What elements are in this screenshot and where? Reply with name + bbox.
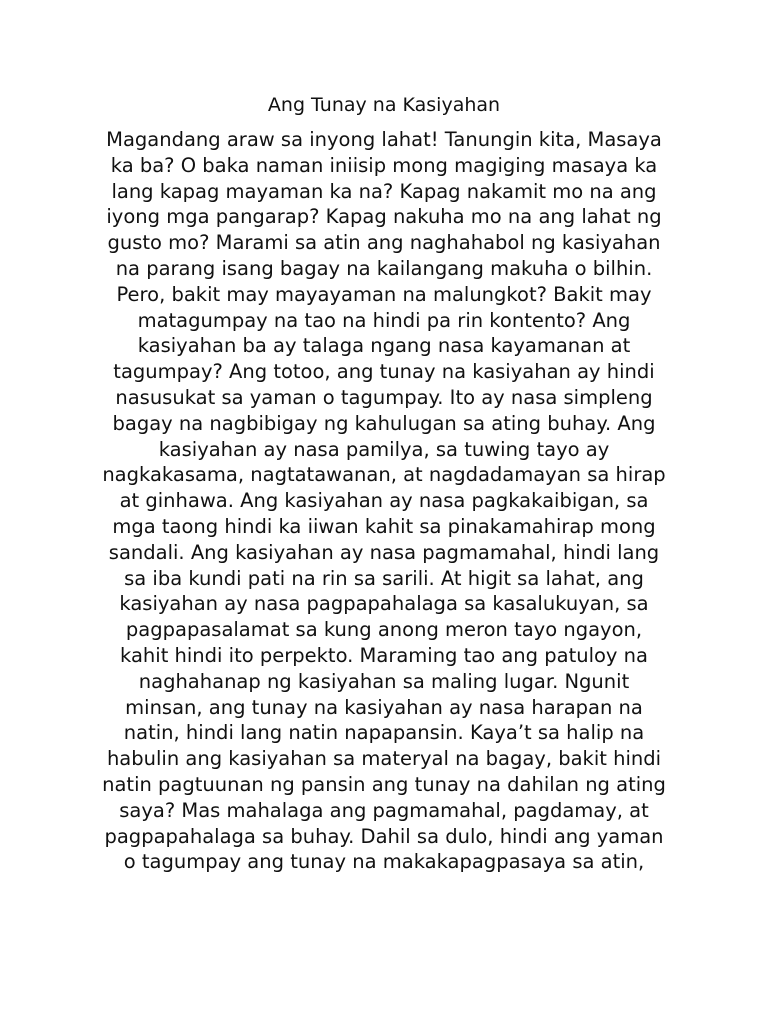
body-line-6: na parang isang bagay na kailangang makuha o bilhin. bbox=[115, 256, 653, 280]
body-line-20: pagpapasalamat sa kung anong meron tayo ngayon, bbox=[125, 618, 643, 642]
body-line-16: mga taong hindi ka iiwan kahit sa pinakamahirap mong bbox=[112, 514, 656, 538]
body-line-28: pagpapahalaga sa buhay. Dahil sa dulo, hindi ang yaman bbox=[104, 824, 664, 848]
document-title: Ang Tunay na Kasiyahan bbox=[267, 94, 501, 116]
body-line-17: sandali. Ang kasiyahan ay nasa pagmamahal, hindi lang bbox=[108, 540, 660, 564]
body-line-23: minsan, ang tunay na kasiyahan ay nasa harapan na bbox=[125, 695, 643, 719]
body-line-9: kasiyahan ba ay talaga ngang nasa kayamanan at bbox=[137, 334, 631, 358]
body-line-8: matagumpay na tao na hindi pa rin kontento? Ang bbox=[137, 308, 631, 332]
body-line-2: ka ba? O baka naman iniisip mong magiging masaya ka bbox=[110, 153, 658, 177]
body-line-26: natin pagtuunan ng pansin ang tunay na dahilan ng ating bbox=[102, 772, 666, 796]
body-line-18: sa iba kundi pati na rin sa sarili. At higit sa lahat, ang bbox=[124, 566, 644, 590]
body-line-15: at ginhawa. Ang kasiyahan ay nasa pagkakaibigan, sa bbox=[119, 489, 649, 513]
body-line-7: Pero, bakit may mayayaman na malungkot? Bakit may bbox=[116, 282, 652, 306]
body-line-4: iyong mga pangarap? Kapag nakuha mo na ang lahat ng bbox=[106, 205, 662, 229]
body-line-14: nagkakasama, nagtatawanan, at nagdadamayan sa hirap bbox=[102, 463, 666, 487]
body-line-27: saya? Mas mahalaga ang pagmamahal, pagdamay, at bbox=[119, 798, 649, 822]
body-line-5: gusto mo? Marami sa atin ang naghahabol ng kasiyahan bbox=[107, 231, 661, 255]
body-line-11: nasusukat sa yaman o tagumpay. Ito ay nasa simpleng bbox=[115, 385, 653, 409]
body-line-29: o tagumpay ang tunay na makakapagpasaya sa atin, bbox=[123, 850, 645, 874]
body-line-22: naghahanap ng kasiyahan sa maling lugar. Ngunit bbox=[138, 669, 630, 693]
body-line-1: Magandang araw sa inyong lahat! Tanungin kita, Masaya bbox=[106, 128, 662, 151]
document-body bbox=[88, 127, 680, 875]
body-line-25: habulin ang kasiyahan sa materyal na bagay, bakit hindi bbox=[106, 747, 662, 771]
body-line-24: natin, hindi lang natin napapansin. Kaya’t sa halip na bbox=[123, 721, 645, 745]
body-line-12: bagay na nagbibigay ng kahulugan sa ating buhay. Ang bbox=[112, 411, 656, 435]
body-line-10: tagumpay? Ang totoo, ang tunay na kasiyahan ay hindi bbox=[113, 360, 655, 384]
body-line-13: kasiyahan ay nasa pamilya, sa tuwing tayo ay bbox=[158, 437, 610, 461]
body-line-21: kahit hindi ito perpekto. Maraming tao ang patuloy na bbox=[120, 643, 648, 667]
body-line-3: lang kapag mayaman ka na? Kapag nakamit mo na ang bbox=[111, 179, 657, 203]
body-line-19: kasiyahan ay nasa pagpapahalaga sa kasalukuyan, sa bbox=[119, 592, 649, 616]
